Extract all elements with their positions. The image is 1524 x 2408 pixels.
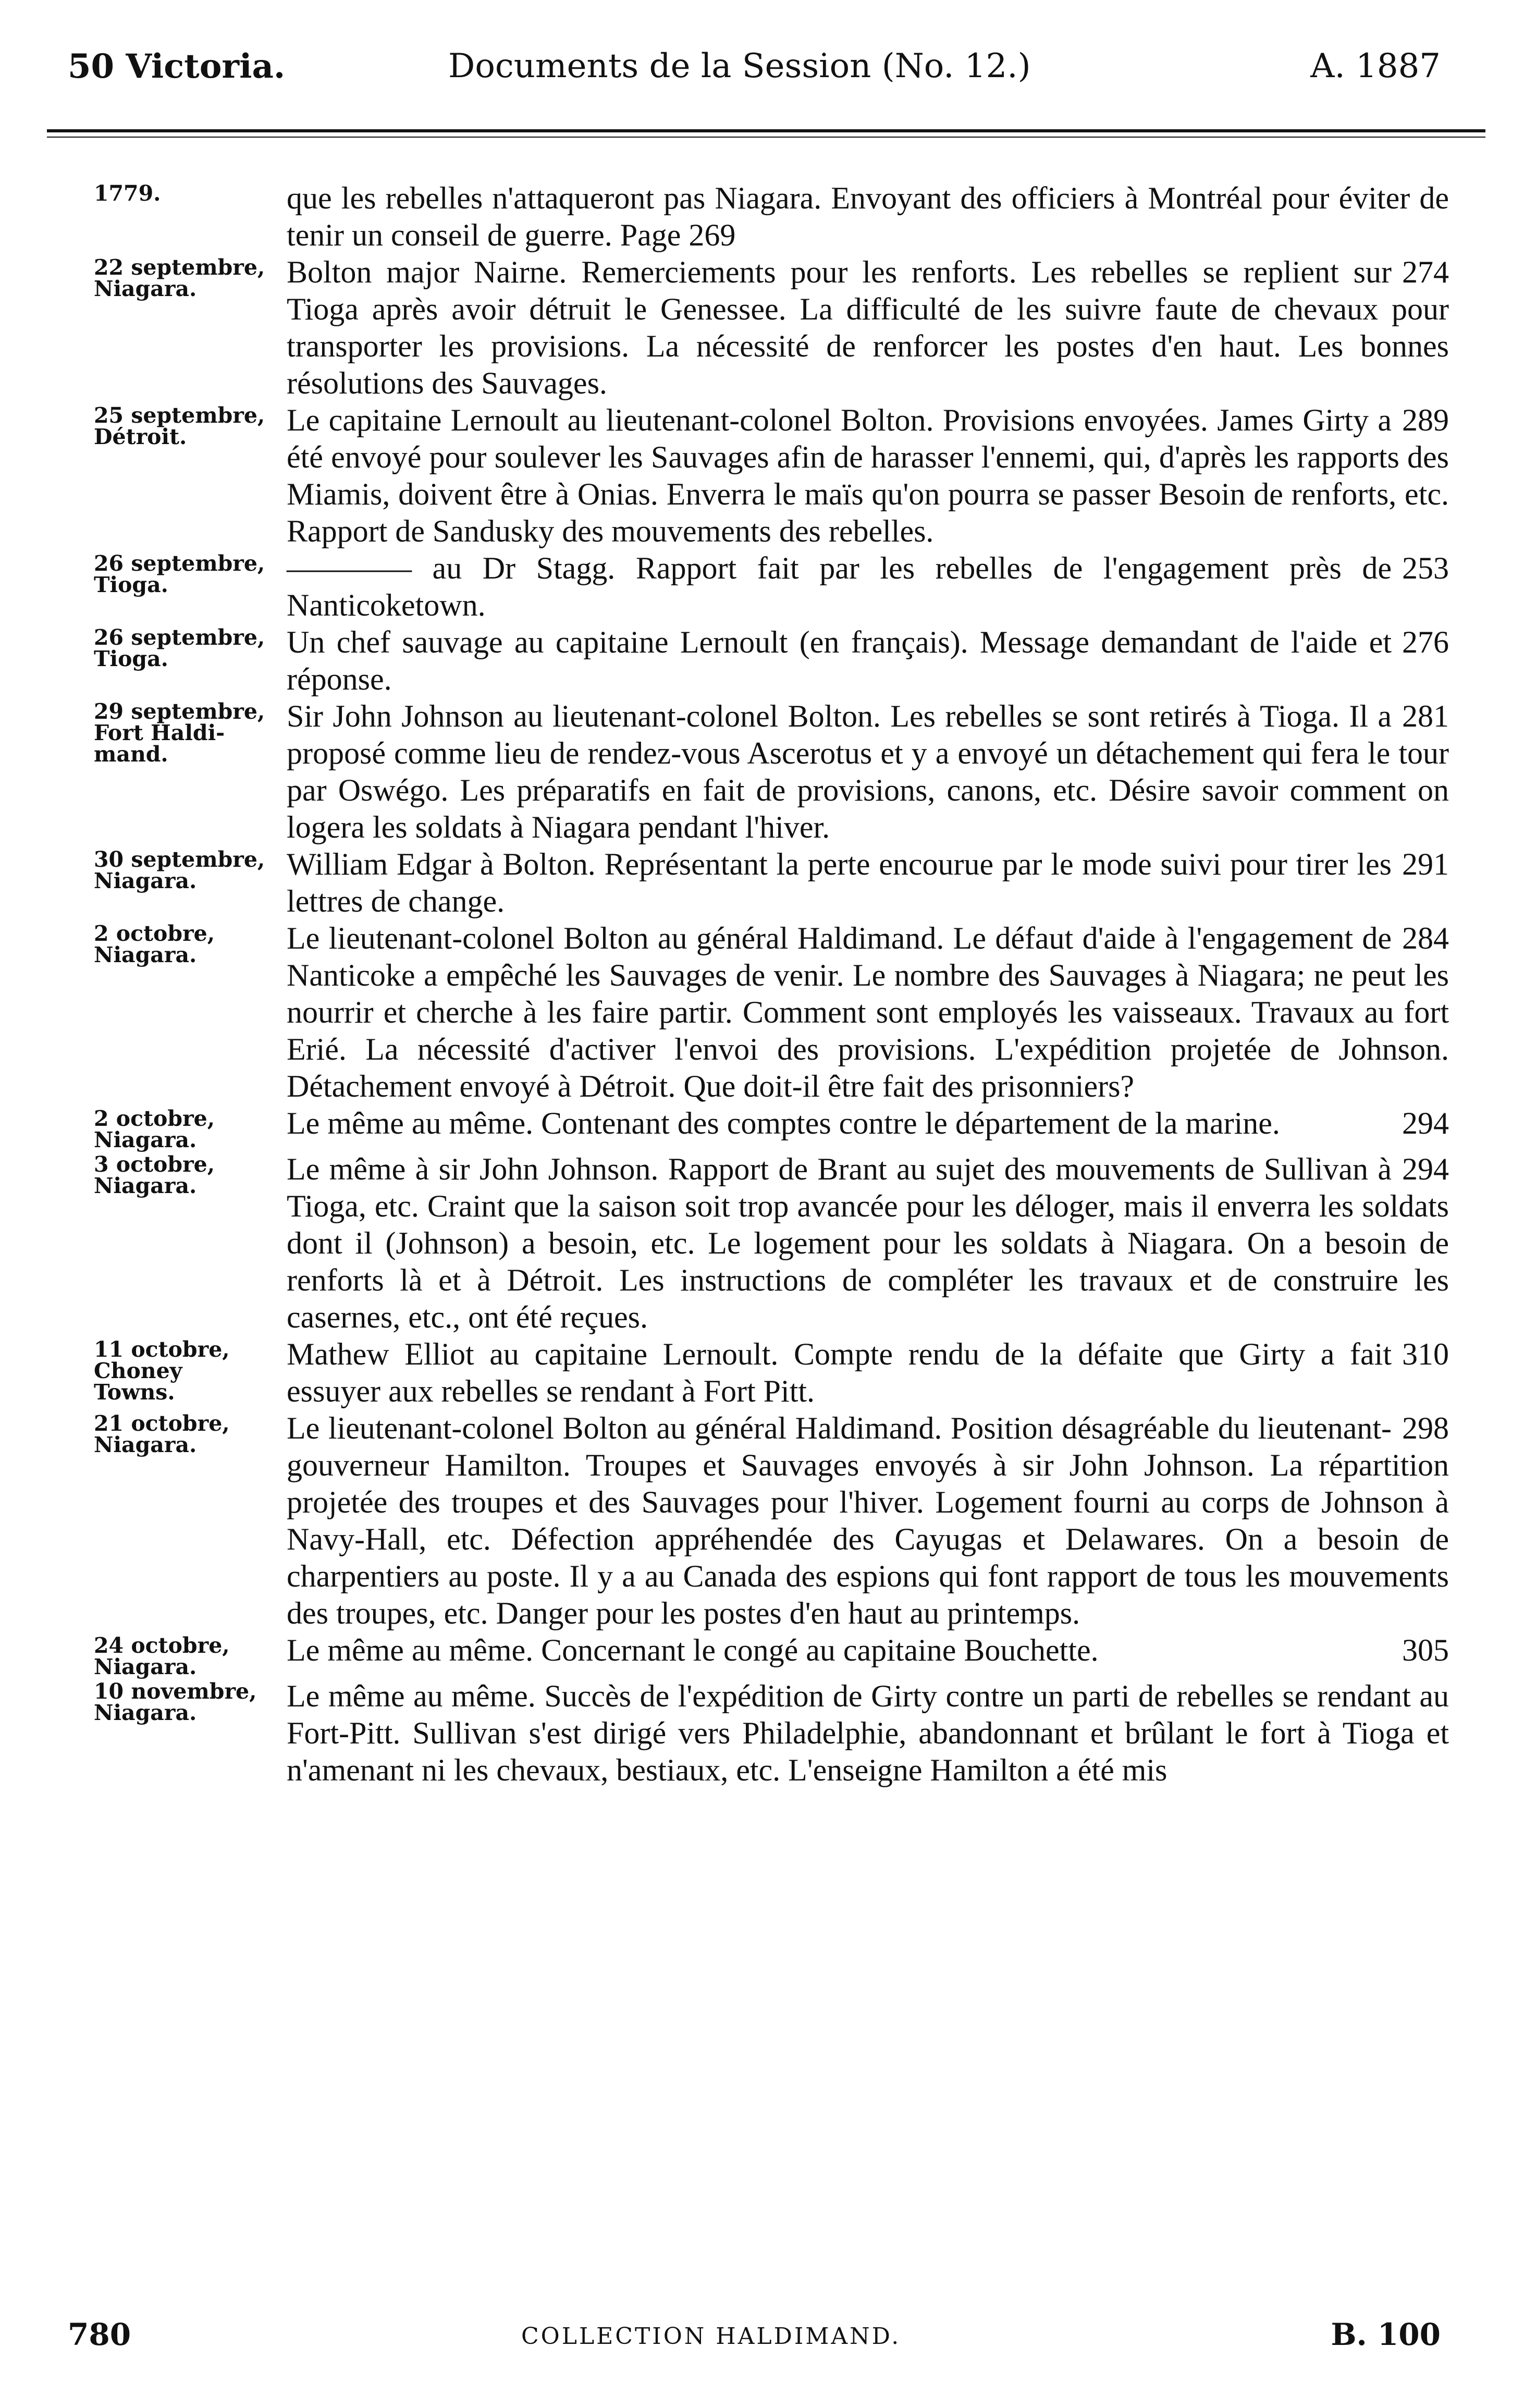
entry-text xyxy=(287,1632,1449,1669)
entry-date: 3 octobre, Niagara. xyxy=(94,1152,215,1198)
entry-page: 294 xyxy=(1402,1152,1449,1186)
entry-date: 11 octobre, Choney Towns. xyxy=(94,1337,230,1405)
entry-page: 294 xyxy=(1402,1106,1449,1140)
entry xyxy=(94,1410,1449,1632)
entry-page: 289 xyxy=(1402,403,1449,437)
entry-text xyxy=(287,624,1449,698)
entry-text xyxy=(287,550,1449,624)
entry-summary: Le même au même. Succès de l'expédition de Girty contre un parti de rebelles se rendant au Fort-Pitt. Sullivan s'est dirigé vers Philadelphie, abandonnant et brûlant le fort à Tioga et n'amenant ni les chevaux, bestiaux, etc. L'enseigne Hamilton a été mis xyxy=(287,1679,1449,1787)
entry-text xyxy=(287,1105,1449,1142)
footer-volume: B. 100 xyxy=(1331,2317,1441,2352)
entry-summary: Le même à sir John Johnson. Rapport de Brant au sujet des mouvements de Sullivan à Tioga, etc. Craint que la saison soit trop avancée pour les déloger, mais il enverra les soldats dont il (Johnson) a besoin, etc. Le logement pour les soldats à Niagara. On a besoin de renforts là et à Détroit. Les instructions de compléter les travaux et de construire les casernes, etc., ont été reçues. xyxy=(287,1152,1449,1334)
entry-summary: Le lieutenant-colonel Bolton au général Haldimand. Position désagréable du lieutenant-gouverneur Hamilton. Troupes et Sauvages envoyés à sir John Johnson. La répartition projetée des troupes et des Sauvages pour l'hiver. Logement fourni au corps de Johnson à Navy-Hall, etc. Défection appréhendée des Cayugas et Delawares. On a besoin de charpentiers au poste. Il y a au Canada des espions qui font rapport de tous les mouvements des troupes, etc. Danger pour les postes d'en haut au printemps. xyxy=(287,1411,1449,1630)
entry-page: 284 xyxy=(1402,921,1449,955)
entry xyxy=(94,1105,1449,1151)
entry-date: 2 octobre, Niagara. xyxy=(94,921,215,967)
entry-text xyxy=(287,1410,1449,1632)
entry-date: 10 novembre, Niagara. xyxy=(94,1679,257,1725)
entry-page: 281 xyxy=(1402,699,1449,733)
entry-page: 276 xyxy=(1402,625,1449,659)
entry xyxy=(94,1151,1449,1336)
entry-page: 298 xyxy=(1402,1411,1449,1445)
entry-date: 25 septembre, Détroit. xyxy=(94,403,265,449)
entry-summary: Un chef sauvage au capitaine Lernoult (en français). Message demandant de l'aide et réponse. xyxy=(287,625,1392,696)
entry xyxy=(94,254,1449,402)
header-rule-thick xyxy=(47,129,1485,132)
entry-text xyxy=(287,846,1449,920)
entry-page: 253 xyxy=(1402,551,1449,585)
entry-text xyxy=(287,1678,1449,1789)
entry xyxy=(94,1336,1449,1410)
entry xyxy=(94,180,1449,254)
entry-summary: que les rebelles n'attaqueront pas Niagara. Envoyant des officiers à Montréal pour éviter de tenir un conseil de guerre. Page 269 xyxy=(287,181,1449,252)
footer-page-number: 780 xyxy=(68,2317,131,2352)
header-rule-thin xyxy=(47,137,1485,138)
entry-text xyxy=(287,180,1449,254)
entry-date: 22 septembre, Niagara. xyxy=(94,255,265,301)
entry-date: 26 septembre, Tioga. xyxy=(94,625,265,671)
entry xyxy=(94,550,1449,624)
entry xyxy=(94,846,1449,920)
entry-summary: ———— au Dr Stagg. Rapport fait par les rebelles de l'engagement près de Nanticoketown. xyxy=(287,551,1392,622)
entry-summary: Le capitaine Lernoult au lieutenant-colonel Bolton. Provisions envoyées. James Girty a été envoyé pour soulever les Sauvages afin de harasser l'ennemi, qui, d'après les rapports des Miamis, doivent être à Onias. Enverra le maïs qu'on pourra se passer Besoin de renforts, etc. Rapport de Sandusky des mouvements des rebelles. xyxy=(287,403,1449,548)
footer-collection: COLLECTION HALDIMAND. xyxy=(521,2323,901,2350)
entry-text xyxy=(287,920,1449,1105)
entry xyxy=(94,698,1449,846)
calendar-entries xyxy=(94,180,1449,1789)
entry-date: 24 octobre, Niagara. xyxy=(94,1633,230,1679)
entry-date: 30 septembre, Niagara. xyxy=(94,847,265,893)
entry-date: 29 septembre, Fort Haldi- mand. xyxy=(94,699,265,767)
entry-summary: Sir John Johnson au lieutenant-colonel Bolton. Les rebelles se sont retirés à Tioga. Il a proposé comme lieu de rendez-vous Ascerotus et y a envoyé un détachement qui fera le tour par Oswégo. Les préparatifs en fait de provisions, canons, etc. Désire savoir comment on logera les soldats à Niagara pendant l'hiver. xyxy=(287,699,1449,844)
header-year: A. 1887 xyxy=(1310,47,1441,85)
entry xyxy=(94,402,1449,550)
entry-date: 1779. xyxy=(94,181,161,206)
entry-text xyxy=(287,402,1449,550)
entry-page: 291 xyxy=(1402,847,1449,881)
entry-summary: Le même au même. Contenant des comptes contre le département de la marine. xyxy=(287,1106,1280,1140)
page-footer xyxy=(0,2317,1524,2364)
entry-text xyxy=(287,1336,1449,1410)
entry-page: 305 xyxy=(1402,1633,1449,1667)
entry-page: 310 xyxy=(1402,1337,1449,1371)
entry-text xyxy=(287,254,1449,402)
entry xyxy=(94,1632,1449,1678)
entry-text xyxy=(287,698,1449,846)
entry xyxy=(94,920,1449,1105)
page-header xyxy=(0,47,1524,104)
entry-summary: Mathew Elliot au capitaine Lernoult. Compte rendu de la défaite que Girty a fait essuyer aux rebelles se rendant à Fort Pitt. xyxy=(287,1337,1392,1408)
entry-summary: Bolton major Nairne. Remerciements pour les renforts. Les rebelles se replient sur Tioga après avoir détruit le Genessee. La difficulté de les suivre faute de chevaux pour transporter les provisions. La nécessité de renforcer les postes d'en haut. Les bonnes résolutions des Sauvages. xyxy=(287,255,1449,400)
entry-page: 274 xyxy=(1402,255,1449,289)
entry-text xyxy=(287,1151,1449,1336)
entry-summary: Le lieutenant-colonel Bolton au général Haldimand. Le défaut d'aide à l'engagement de Nanticoke a empêché les Sauvages de venir. Le nombre des Sauvages à Niagara; ne peut les nourrir et cherche à les faire partir. Comment sont employés les vaisseaux. Travaux au fort Erié. La nécessité d'activer l'envoi des provisions. L'expédition projetée de Johnson. Détachement envoyé à Détroit. Que doit-il être fait des prisonniers? xyxy=(287,921,1449,1103)
entry-date: 26 septembre, Tioga. xyxy=(94,551,265,597)
entry-summary: Le même au même. Concernant le congé au capitaine Bouchette. xyxy=(287,1633,1099,1667)
header-session: 50 Victoria. xyxy=(68,47,286,86)
entry xyxy=(94,1678,1449,1789)
entry-date: 2 octobre, Niagara. xyxy=(94,1106,215,1152)
entry-date: 21 octobre, Niagara. xyxy=(94,1411,230,1457)
entry-summary: William Edgar à Bolton. Représentant la perte encourue par le mode suivi pour tirer les lettres de change. xyxy=(287,847,1392,918)
header-title: Documents de la Session (No. 12.) xyxy=(448,47,1031,85)
entry xyxy=(94,624,1449,698)
